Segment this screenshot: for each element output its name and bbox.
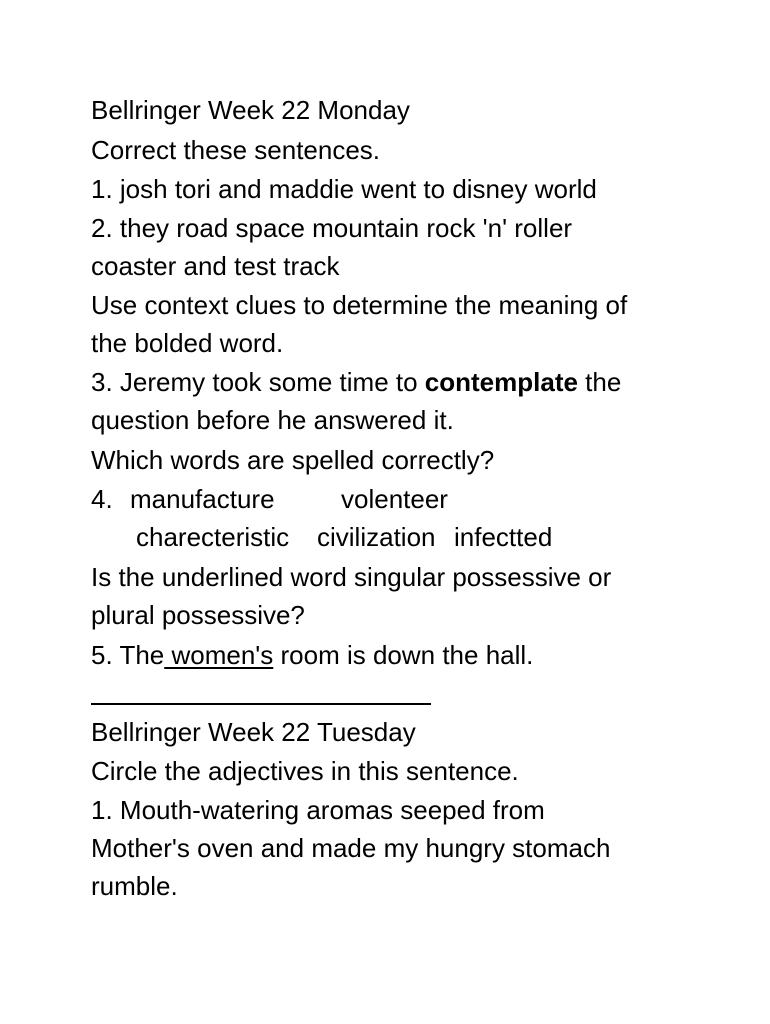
question-3-line-2: question before he answered it. [91, 405, 454, 435]
tuesday-question-1-line-3: rumble. [91, 871, 178, 901]
question-3-prefix: 3. Jeremy took some time to [91, 367, 425, 397]
question-5-prefix: 5. The [91, 640, 165, 670]
question-4-line-1 [91, 484, 113, 514]
spelling-instruction: Which words are spelled correctly? [91, 445, 495, 475]
question-5 [91, 640, 533, 670]
spelling-word-1: manufacture [130, 484, 275, 514]
question-3-suffix: the [577, 367, 622, 397]
tuesday-question-1-line-1: 1. Mouth-watering aromas seeped from [91, 795, 545, 825]
bolded-word: contemplate [424, 367, 578, 397]
context-clues-instruction-line-2: the bolded word. [91, 328, 284, 358]
question-2-line-2: coaster and test track [91, 251, 340, 281]
tuesday-question-1-line-2: Mother's oven and made my hungry stomach [91, 833, 611, 863]
context-clues-instruction-line-1: Use context clues to determine the meaning of [91, 290, 628, 320]
spelling-word-4: civilization [317, 522, 436, 552]
question-4-number: 4. [91, 484, 113, 514]
spelling-word-3: charecteristic [136, 522, 290, 552]
question-5-suffix: room is down the hall. [273, 640, 534, 670]
possessive-instruction-line-1: Is the underlined word singular possessive or [91, 562, 612, 592]
question-3-line-1 [91, 367, 621, 397]
spelling-word-2: volenteer [341, 484, 448, 514]
section-divider [91, 703, 431, 705]
correct-sentences-instruction: Correct these sentences. [91, 135, 381, 165]
underlined-word: women's [164, 640, 274, 670]
adjectives-instruction: Circle the adjectives in this sentence. [91, 756, 519, 786]
monday-title: Bellringer Week 22 Monday [91, 95, 410, 125]
possessive-instruction-line-2: plural possessive? [91, 600, 305, 630]
question-1: 1. josh tori and maddie went to disney world [91, 174, 597, 204]
question-2-line-1: 2. they road space mountain rock 'n' roller [91, 213, 573, 243]
spelling-word-5: infectted [454, 522, 553, 552]
tuesday-title: Bellringer Week 22 Tuesday [91, 717, 416, 747]
